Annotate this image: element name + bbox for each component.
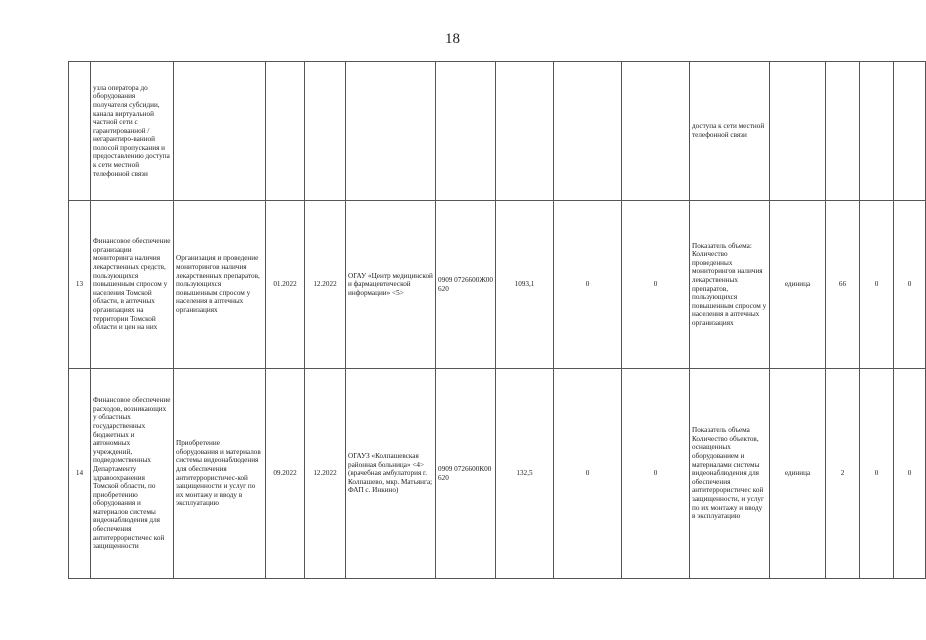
activity: Организация и проведение мониторингов наличия лекарственных препаратов, пользующихся повышенным спросом у населения в аптечных организациях — [174, 201, 266, 369]
value-3: 0 — [894, 201, 926, 369]
activity — [174, 62, 266, 201]
amount-2 — [554, 62, 622, 201]
indicator: Показатель объема Количество объектов, оснащенных оборудованием и материалами системы видеонаблюдения для обеспечения антитеррористичес кой защищенности, и услуг по их монтажу и вводу в эксплуатацию — [690, 369, 770, 579]
amount: 1093,1 — [496, 201, 554, 369]
event-name: Финансовое обеспечение расходов, возникающих у областных государственных бюджетных и автономных учреждений, подведомственных Департаменту здравоохранения Томской области, по приобретению оборудования и материалов системы видеонаблюдения для обеспечения антитеррористичес кой защищенности — [91, 369, 174, 579]
activity: Приобретение оборудования и материалов системы видеонаблюдения для обеспечения антитеррористичес-кой защищенности и услуг по их монтажу и вводу в эксплуатацию — [174, 369, 266, 579]
row-number: 13 — [69, 201, 91, 369]
amount-3: 0 — [622, 201, 690, 369]
start-date: 09.2022 — [266, 369, 305, 579]
amount-2: 0 — [554, 369, 622, 579]
event-name: Финансовое обеспечение организации мониторинга наличия лекарственных средств, пользующихся повышенным спросом у населения Томской области, в аптечных организациях на территории Томской области и цен на них — [91, 201, 174, 369]
table-row — [69, 62, 926, 201]
value-2: 0 — [860, 369, 894, 579]
budget-code: 0909 0726600К00 620 — [436, 369, 496, 579]
unit: единица — [770, 369, 826, 579]
value-1: 66 — [826, 201, 860, 369]
row-number — [69, 62, 91, 201]
value-1: 2 — [826, 369, 860, 579]
unit — [770, 62, 826, 201]
value-3: 0 — [894, 369, 926, 579]
executor: ОГАУ «Центр медицинской и фармацевтической информации» <5> — [346, 201, 436, 369]
end-date — [305, 62, 346, 201]
start-date — [266, 62, 305, 201]
row-number: 14 — [69, 369, 91, 579]
value-1 — [826, 62, 860, 201]
value-2 — [860, 62, 894, 201]
table-row — [69, 201, 926, 369]
start-date: 01.2022 — [266, 201, 305, 369]
executor: ОГАУЗ «Колпашевская районная больница» <4> (врачебная амбулатория г. Колпашево, мкр. Матьянга; ФАП с. Инкино) — [346, 369, 436, 579]
end-date: 12.2022 — [305, 369, 346, 579]
budget-code — [436, 62, 496, 201]
page-number: 18 — [445, 31, 460, 47]
table-row — [69, 369, 926, 579]
executor — [346, 62, 436, 201]
program-table — [68, 61, 926, 579]
value-2: 0 — [860, 201, 894, 369]
end-date: 12.2022 — [305, 201, 346, 369]
indicator: доступа к сети местной телефонной связи — [690, 62, 770, 201]
unit: единица — [770, 201, 826, 369]
value-3 — [894, 62, 926, 201]
amount — [496, 62, 554, 201]
event-name: узла оператора до оборудования получателя субсидии, канала виртуальной частной сети с гарантированной /негарантиро-ванной полосой пропускания и предоставлению доступа к сети местной телефонной связи — [91, 62, 174, 201]
indicator: Показатель объема: Количество проведенных мониторингов наличия лекарственных препаратов, пользующихся повышенным спросом у населения в аптечных организациях — [690, 201, 770, 369]
amount-2: 0 — [554, 201, 622, 369]
budget-code: 0909 0726600Ж00 620 — [436, 201, 496, 369]
amount: 132,5 — [496, 369, 554, 579]
amount-3 — [622, 62, 690, 201]
amount-3: 0 — [622, 369, 690, 579]
